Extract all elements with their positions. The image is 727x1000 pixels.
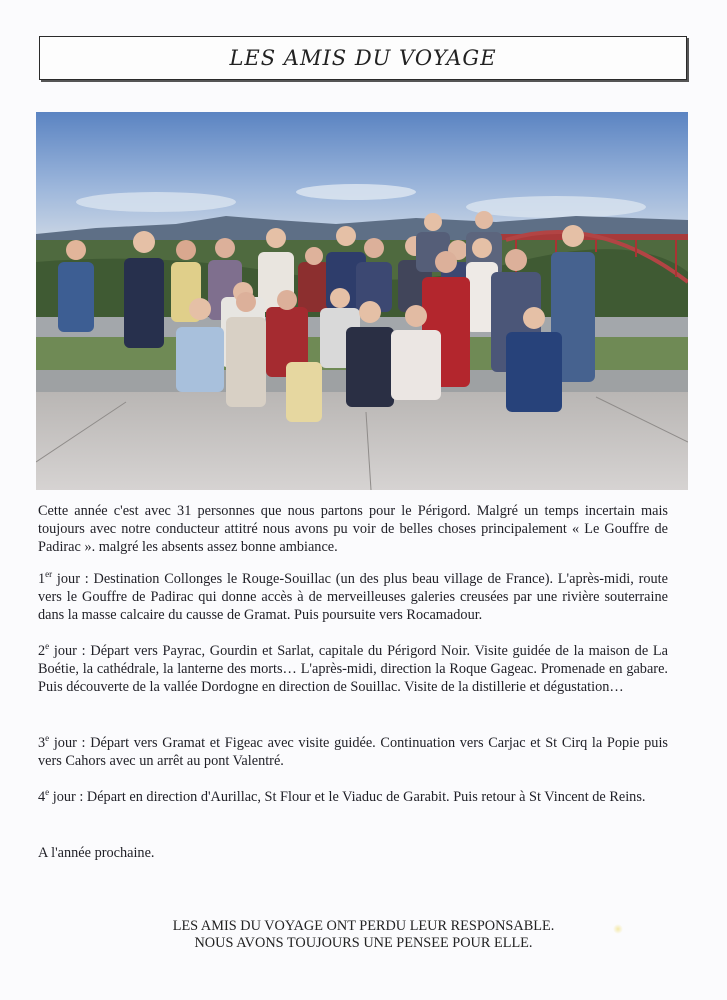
title-box (39, 36, 687, 80)
page-title: LES AMIS DU VOYAGE (229, 46, 497, 70)
day-4-suffix: e (45, 787, 50, 798)
day-3-suffix: e (45, 733, 50, 744)
day-3-text: Départ vers Gramat et Figeac avec visite guidée. Continuation vers Carjac et St Cirq la Popie puis vers Cahors avec un arrêt au pont Valentré. (38, 735, 668, 769)
footer-line-1: LES AMIS DU VOYAGE ONT PERDU LEUR RESPONSABLE. (172, 918, 555, 934)
day-1-number: 1 (38, 571, 46, 587)
day-3-paragraph (38, 734, 668, 770)
day-2-paragraph (38, 642, 668, 696)
day-2-suffix: e (45, 641, 50, 652)
day-3-number: 3 (38, 735, 46, 751)
group-photo-image (36, 112, 688, 490)
day-3-label: jour : (49, 735, 91, 751)
day-1-paragraph (38, 570, 668, 624)
day-4-text: Départ en direction d'Aurillac, St Flour et le Viaduc de Garabit. Puis retour à St Vincent de Reins. (86, 789, 646, 805)
group-photo (36, 112, 688, 490)
closing-line: A l'année prochaine. (38, 845, 155, 861)
day-1-suffix: er (45, 569, 53, 580)
day-4-number: 4 (38, 789, 46, 805)
day-4-label: jour : (49, 789, 87, 805)
day-2-number: 2 (38, 643, 46, 659)
intro-paragraph: Cette année c'est avec 31 personnes que nous partons pour le Périgord. Malgré un temps incertain mais toujours avec notre conducteur attitré nous avons pu voir de belles choses principalement « Le Gouffre de Padirac ». malgré les absents assez bonne ambiance. (38, 503, 668, 555)
day-2-label: jour : (49, 643, 91, 659)
day-4-paragraph (38, 788, 668, 806)
paper-smudge (613, 924, 623, 934)
day-2-text: Départ vers Payrac, Gourdin et Sarlat, capitale du Périgord Noir. Visite guidée de la maison de La Boétie, la cathédrale, la lanterne des morts… L'après-midi, direction la Roque Gageac. Promenade en gabare. Puis découverte de la vallée Dordogne en direction de Souillac. Visite de la distillerie et dégustation… (38, 643, 668, 695)
day-1-label: jour : (52, 571, 94, 587)
footer-line-2: NOUS AVONS TOUJOURS UNE PENSEE POUR ELLE. (194, 935, 533, 951)
day-1-text: Destination Collonges le Rouge-Souillac (un des plus beau village de France). L'après-midi, route vers le Gouffre de Padirac qui donne accès à de merveilleuses galeries creusées par une rivière souterraine dans la masse calcaire du causse de Gramat. Puis poursuite vers Rocamadour. (38, 571, 668, 623)
